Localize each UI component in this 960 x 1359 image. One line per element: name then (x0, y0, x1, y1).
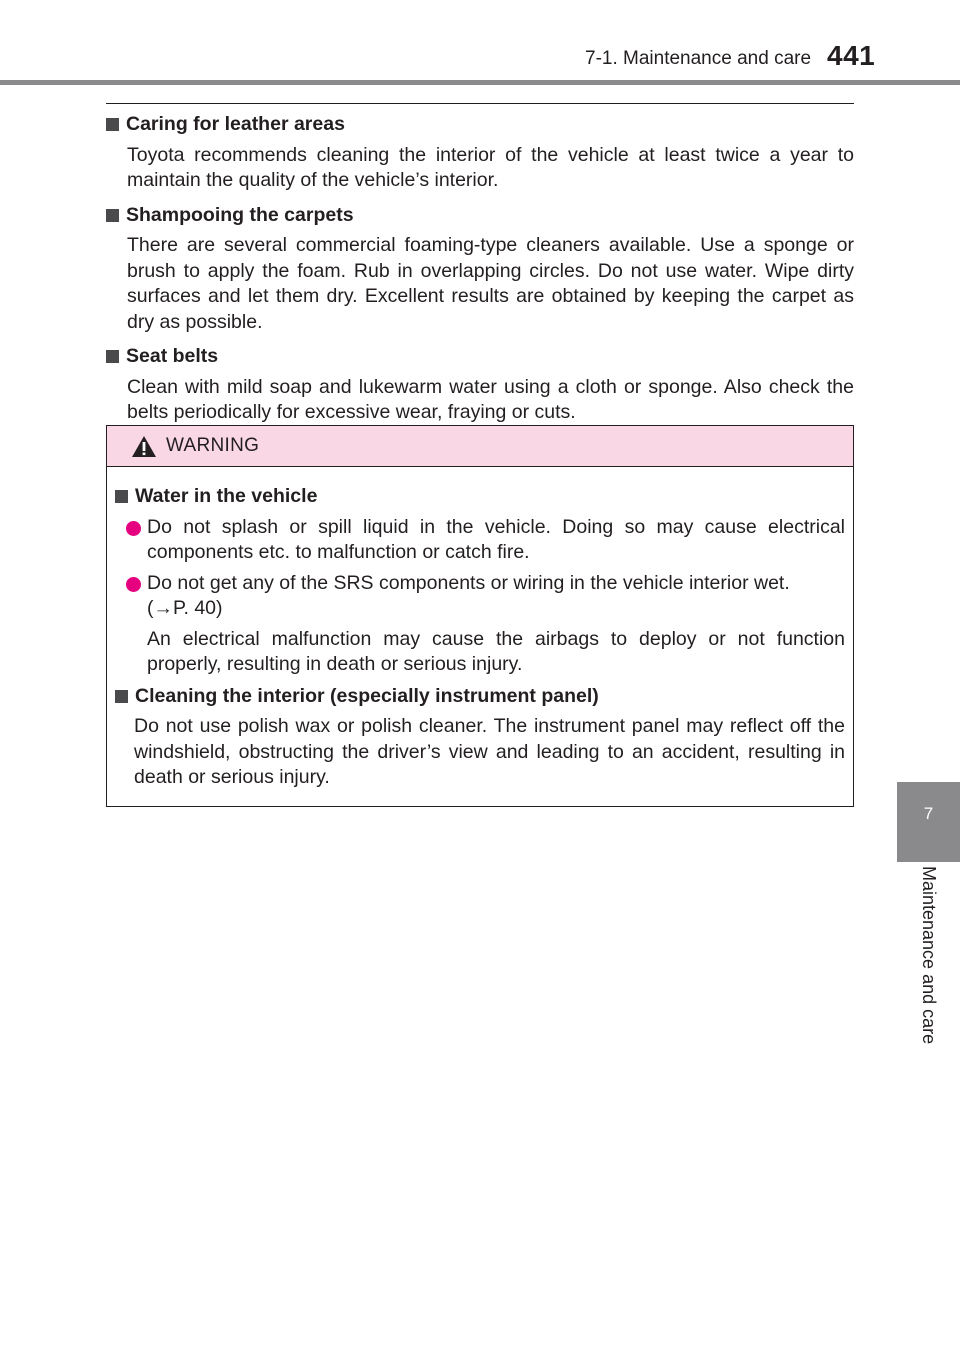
warning-heading-text: Water in the vehicle (135, 485, 318, 507)
warning-title: WARNING (166, 435, 260, 456)
warning-text: Do not use polish wax or polish cleaner. The instrument panel may reflect off the windshield, obstructing the driver’s view and leading to an accident, resulting in death or serious injury. (134, 715, 845, 788)
square-bullet-icon (106, 209, 119, 222)
page-reference-link[interactable]: (→P. 40) (147, 597, 223, 619)
section-heading-text: Shampooing the carpets (126, 203, 354, 226)
main-content (106, 112, 854, 426)
circle-bullet-icon (126, 577, 141, 592)
warning-section-cleaning (115, 684, 845, 791)
square-bullet-icon (106, 350, 119, 363)
section-heading (106, 112, 854, 138)
square-bullet-icon (115, 690, 128, 703)
section-heading-text: Caring for leather areas (126, 113, 345, 135)
warning-body (107, 467, 853, 791)
section-heading (106, 344, 854, 370)
section-text: There are several commercial foaming-type cleaners available. Use a sponge or brush to apply the foam. Rub in overlapping circles. Do not use water. Wipe dirty surfaces and let them dry. Excellent results are obtained by keeping the carpet as dry as possible. (127, 234, 854, 333)
header-bar (0, 80, 960, 85)
warning-section-water (115, 484, 845, 678)
section-text: Clean with mild soap and lukewarm water using a cloth or sponge. Also check the belts periodically for excessive wear, fraying or cuts. (127, 375, 854, 423)
warning-bullet-text: Do not get any of the SRS components or wiring in the vehicle interior wet. (147, 571, 790, 594)
warning-triangle-icon (131, 435, 157, 458)
warning-bullet (126, 515, 845, 566)
chapter-label: Maintenance and care (919, 866, 939, 1045)
page-number: 441 (827, 40, 876, 71)
section-carpets (106, 203, 854, 336)
chapter-label-wrap (897, 866, 960, 1081)
warning-heading (115, 684, 845, 710)
square-bullet-icon (106, 118, 119, 131)
warning-note: An electrical malfunction may cause the airbags to deploy or not function properly, resulting in death or serious injury. (147, 627, 845, 675)
circle-bullet-icon (126, 521, 141, 536)
section-heading-text: Seat belts (126, 345, 219, 367)
section-text: Toyota recommends cleaning the interior of the vehicle at least twice a year to maintain the quality of the vehicle’s interior. (127, 143, 854, 191)
section-seat-belts (106, 344, 854, 426)
chapter-number: 7 (923, 804, 934, 823)
warning-box (106, 425, 854, 807)
header-section-title: 7-1. Maintenance and care (585, 48, 812, 69)
warning-bullet-text: Do not splash or spill liquid in the vehicle. Doing so may cause electrical components etc. to malfunction or catch fire. (147, 515, 845, 563)
warning-heading-text: Cleaning the interior (especially instrument panel) (135, 684, 599, 707)
warning-heading (115, 484, 845, 510)
section-heading (106, 203, 854, 229)
warning-bullet (126, 571, 845, 597)
square-bullet-icon (115, 490, 128, 503)
section-leather (106, 112, 854, 194)
warning-header (107, 426, 853, 467)
header-rule (106, 103, 854, 104)
